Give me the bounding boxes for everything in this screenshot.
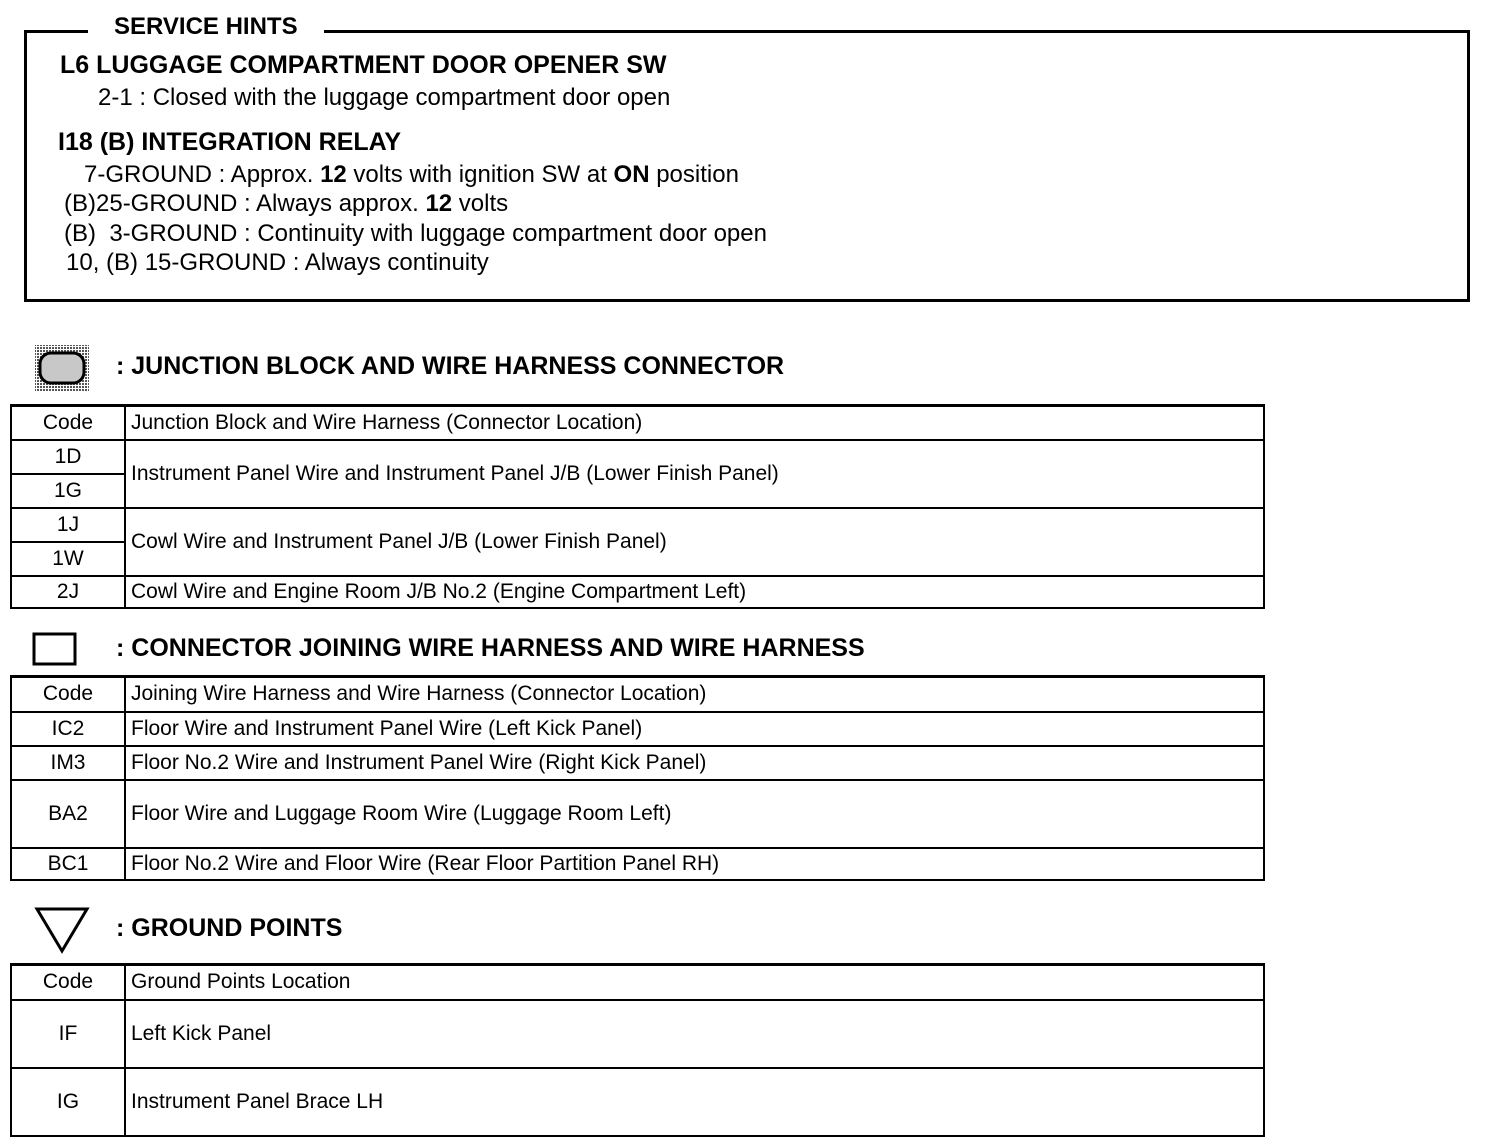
desc-cell: Instrument Panel Wire and Instrument Panel J/B (Lower Finish Panel) [125, 440, 1264, 508]
header-code: Code [11, 965, 125, 1000]
code-cell: IF [11, 1000, 125, 1068]
code-cell: IM3 [11, 746, 125, 780]
connector-table [10, 675, 1265, 881]
code-cell: IC2 [11, 712, 125, 746]
table-row [11, 1000, 1264, 1068]
l6-heading: L6 LUGGAGE COMPARTMENT DOOR OPENER SW [60, 51, 667, 79]
header-desc: Junction Block and Wire Harness (Connector Location) [125, 406, 1264, 440]
code-cell: 1J [11, 508, 125, 542]
ground-table [10, 963, 1265, 1137]
code-cell: 2J [11, 576, 125, 608]
table-row [11, 576, 1264, 608]
desc-cell: Cowl Wire and Engine Room J/B No.2 (Engine Compartment Left) [125, 576, 1264, 608]
ground-triangle-icon [34, 906, 90, 954]
table-row [11, 780, 1264, 848]
code-cell: BA2 [11, 780, 125, 848]
connector-section-title: : CONNECTOR JOINING WIRE HARNESS AND WIRE HARNESS [116, 634, 865, 662]
table-row [11, 440, 1264, 474]
header-desc: Ground Points Location [125, 965, 1264, 1000]
desc-cell: Floor Wire and Luggage Room Wire (Luggage Room Left) [125, 780, 1264, 848]
header-code: Code [11, 677, 125, 712]
l6-line-1: 2-1 : Closed with the luggage compartment door open [98, 84, 671, 111]
code-cell: BC1 [11, 848, 125, 880]
desc-cell: Floor No.2 Wire and Floor Wire (Rear Floor Partition Panel RH) [125, 848, 1264, 880]
ground-section-title: : GROUND POINTS [116, 914, 343, 942]
code-cell: 1D [11, 440, 125, 474]
junction-section-title: : JUNCTION BLOCK AND WIRE HARNESS CONNECTOR [116, 352, 785, 380]
code-cell: 1G [11, 474, 125, 508]
table-row [11, 712, 1264, 746]
desc-cell: Left Kick Panel [125, 1000, 1264, 1068]
i18-line-4: 10, (B) 15-GROUND : Always continuity [66, 249, 489, 276]
table-header-row [11, 677, 1264, 712]
desc-cell: Floor Wire and Instrument Panel Wire (Left Kick Panel) [125, 712, 1264, 746]
code-cell: 1W [11, 542, 125, 576]
service-hints-title: SERVICE HINTS [88, 12, 324, 42]
code-cell: IG [11, 1068, 125, 1136]
i18-line-2: (B)25-GROUND : Always approx. 12 volts [64, 190, 509, 217]
i18-heading: I18 (B) INTEGRATION RELAY [58, 128, 402, 156]
table-row [11, 848, 1264, 880]
header-desc: Joining Wire Harness and Wire Harness (Connector Location) [125, 677, 1264, 712]
i18-line-3: (B) 3-GROUND : Continuity with luggage compartment door open [64, 220, 767, 247]
desc-cell: Floor No.2 Wire and Instrument Panel Wire (Right Kick Panel) [125, 746, 1264, 780]
junction-block-icon [34, 344, 90, 392]
i18-line-1: 7-GROUND : Approx. 12 volts with ignition SW at ON position [84, 161, 739, 188]
desc-cell: Cowl Wire and Instrument Panel J/B (Lower Finish Panel) [125, 508, 1264, 576]
table-header-row [11, 965, 1264, 1000]
desc-cell: Instrument Panel Brace LH [125, 1068, 1264, 1136]
table-row [11, 508, 1264, 542]
header-code: Code [11, 406, 125, 440]
connector-box-icon [32, 632, 78, 666]
table-header-row [11, 406, 1264, 440]
table-row [11, 1068, 1264, 1136]
table-row [11, 746, 1264, 780]
junction-table [10, 404, 1265, 609]
